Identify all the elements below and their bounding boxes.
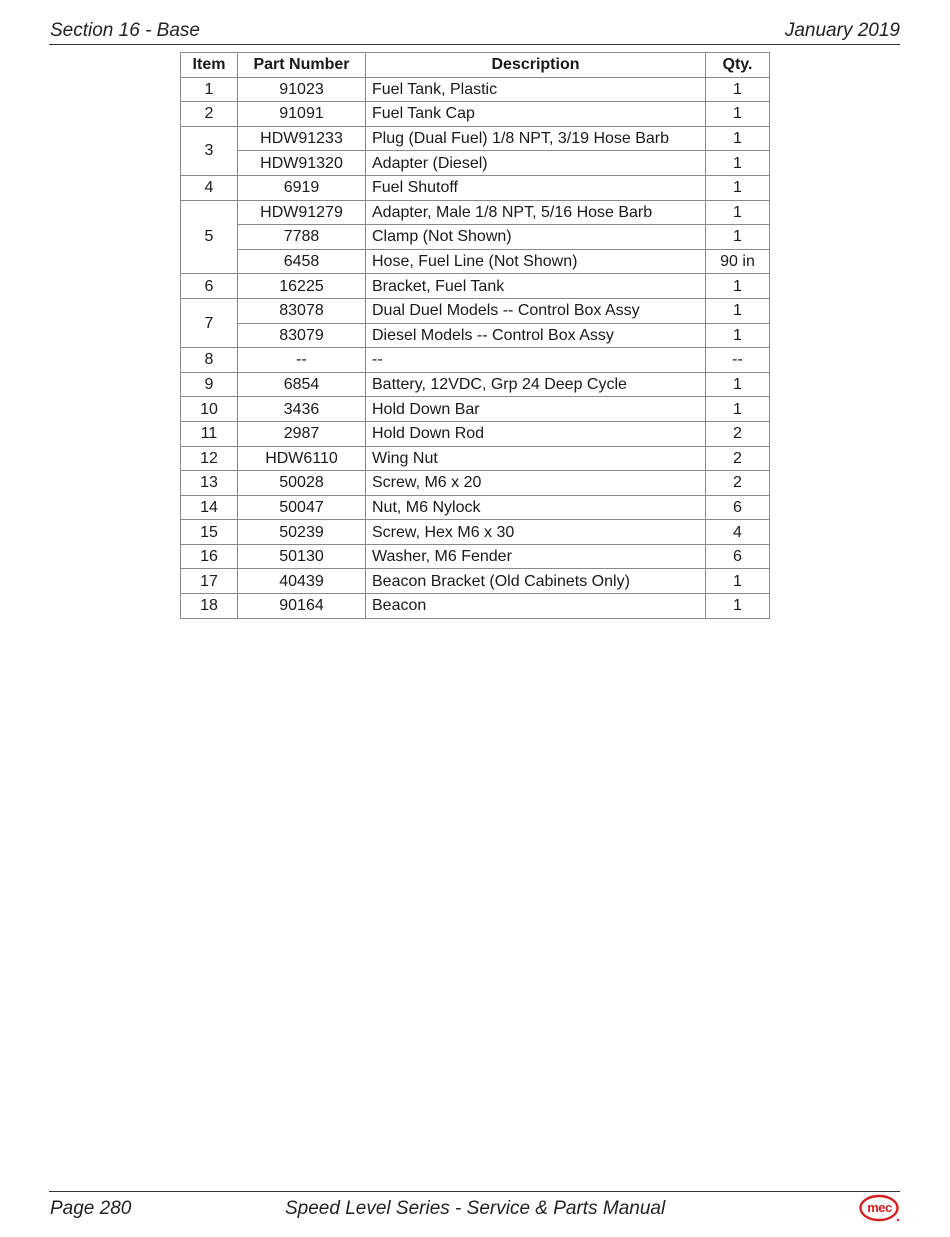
table-row: [181, 151, 770, 176]
description-cell: Screw, Hex M6 x 30: [366, 520, 706, 545]
item-cell: 10: [181, 397, 238, 422]
qty-cell: 1: [706, 200, 770, 225]
description-cell: --: [366, 348, 706, 373]
description-cell: Wing Nut: [366, 446, 706, 471]
qty-cell: 1: [706, 126, 770, 151]
table-row: [181, 175, 770, 200]
item-cell: 8: [181, 348, 238, 373]
description-cell: Bracket, Fuel Tank: [366, 274, 706, 299]
table-row: [181, 446, 770, 471]
qty-cell: 1: [706, 274, 770, 299]
manual-title: Speed Level Series - Service & Parts Manual: [285, 1198, 666, 1219]
document-date: January 2019: [784, 20, 900, 41]
part-number-cell: 50239: [238, 520, 366, 545]
table-row: [181, 77, 770, 102]
part-number-cell: 50047: [238, 495, 366, 520]
part-number-cell: 50130: [238, 544, 366, 569]
qty-cell: 6: [706, 544, 770, 569]
qty-cell: 90 in: [706, 249, 770, 274]
qty-cell: 1: [706, 151, 770, 176]
item-cell: 17: [181, 569, 238, 594]
page-number: Page 280: [50, 1198, 132, 1219]
part-number-cell: 83078: [238, 298, 366, 323]
item-cell: 5: [181, 200, 238, 274]
table-row: [181, 520, 770, 545]
table-row: [181, 200, 770, 225]
item-cell: 12: [181, 446, 238, 471]
qty-cell: 1: [706, 397, 770, 422]
description-cell: Diesel Models -- Control Box Assy: [366, 323, 706, 348]
part-number-cell: 83079: [238, 323, 366, 348]
description-cell: Hold Down Bar: [366, 397, 706, 422]
item-cell: 6: [181, 274, 238, 299]
part-number-cell: HDW91233: [238, 126, 366, 151]
column-header-item: Item: [181, 53, 238, 78]
mec-logo: [859, 1194, 900, 1224]
item-cell: 15: [181, 520, 238, 545]
part-number-cell: 91023: [238, 77, 366, 102]
logo-text: mec: [867, 1200, 892, 1215]
table-row: [181, 298, 770, 323]
description-cell: Plug (Dual Fuel) 1/8 NPT, 3/19 Hose Barb: [366, 126, 706, 151]
qty-cell: --: [706, 348, 770, 373]
table-row: [181, 495, 770, 520]
description-cell: Beacon Bracket (Old Cabinets Only): [366, 569, 706, 594]
table-row: [181, 372, 770, 397]
page-header: [49, 18, 900, 45]
part-number-cell: HDW91279: [238, 200, 366, 225]
description-cell: Screw, M6 x 20: [366, 471, 706, 496]
qty-cell: 1: [706, 569, 770, 594]
table-row: [181, 126, 770, 151]
page-footer: [49, 1191, 900, 1232]
description-cell: Beacon: [366, 594, 706, 619]
table-row: [181, 569, 770, 594]
column-header-qty: Qty.: [706, 53, 770, 78]
description-cell: Adapter (Diesel): [366, 151, 706, 176]
item-cell: 2: [181, 102, 238, 127]
item-cell: 18: [181, 594, 238, 619]
parts-table: [180, 52, 770, 619]
item-cell: 3: [181, 126, 238, 175]
part-number-cell: HDW6110: [238, 446, 366, 471]
table-row: [181, 249, 770, 274]
table-row: [181, 397, 770, 422]
part-number-cell: 6458: [238, 249, 366, 274]
qty-cell: 4: [706, 520, 770, 545]
description-cell: Hose, Fuel Line (Not Shown): [366, 249, 706, 274]
part-number-cell: 2987: [238, 421, 366, 446]
description-cell: Washer, M6 Fender: [366, 544, 706, 569]
description-cell: Battery, 12VDC, Grp 24 Deep Cycle: [366, 372, 706, 397]
column-header-description: Description: [366, 53, 706, 78]
part-number-cell: 3436: [238, 397, 366, 422]
qty-cell: 2: [706, 446, 770, 471]
item-cell: 16: [181, 544, 238, 569]
description-cell: Fuel Tank Cap: [366, 102, 706, 127]
item-cell: 11: [181, 421, 238, 446]
description-cell: Clamp (Not Shown): [366, 225, 706, 250]
description-cell: Fuel Shutoff: [366, 175, 706, 200]
qty-cell: 2: [706, 471, 770, 496]
table-header-row: [181, 53, 770, 78]
qty-cell: 1: [706, 77, 770, 102]
part-number-cell: HDW91320: [238, 151, 366, 176]
part-number-cell: 40439: [238, 569, 366, 594]
qty-cell: 1: [706, 102, 770, 127]
description-cell: Hold Down Rod: [366, 421, 706, 446]
qty-cell: 1: [706, 298, 770, 323]
qty-cell: 2: [706, 421, 770, 446]
item-cell: 7: [181, 298, 238, 347]
table-row: [181, 323, 770, 348]
qty-cell: 1: [706, 594, 770, 619]
table-row: [181, 348, 770, 373]
qty-cell: 6: [706, 495, 770, 520]
table-row: [181, 225, 770, 250]
table-row: [181, 274, 770, 299]
qty-cell: 1: [706, 225, 770, 250]
table-row: [181, 102, 770, 127]
item-cell: 14: [181, 495, 238, 520]
item-cell: 4: [181, 175, 238, 200]
column-header-part-number: Part Number: [238, 53, 366, 78]
part-number-cell: 90164: [238, 594, 366, 619]
qty-cell: 1: [706, 323, 770, 348]
description-cell: Fuel Tank, Plastic: [366, 77, 706, 102]
description-cell: Adapter, Male 1/8 NPT, 5/16 Hose Barb: [366, 200, 706, 225]
qty-cell: 1: [706, 175, 770, 200]
part-number-cell: 6854: [238, 372, 366, 397]
section-title: Section 16 - Base: [50, 20, 200, 41]
part-number-cell: 7788: [238, 225, 366, 250]
item-cell: 1: [181, 77, 238, 102]
part-number-cell: 50028: [238, 471, 366, 496]
part-number-cell: --: [238, 348, 366, 373]
part-number-cell: 16225: [238, 274, 366, 299]
description-cell: Dual Duel Models -- Control Box Assy: [366, 298, 706, 323]
description-cell: Nut, M6 Nylock: [366, 495, 706, 520]
part-number-cell: 91091: [238, 102, 366, 127]
item-cell: 9: [181, 372, 238, 397]
table-row: [181, 544, 770, 569]
qty-cell: 1: [706, 372, 770, 397]
table-row: [181, 421, 770, 446]
item-cell: 13: [181, 471, 238, 496]
table-row: [181, 594, 770, 619]
part-number-cell: 6919: [238, 175, 366, 200]
table-row: [181, 471, 770, 496]
